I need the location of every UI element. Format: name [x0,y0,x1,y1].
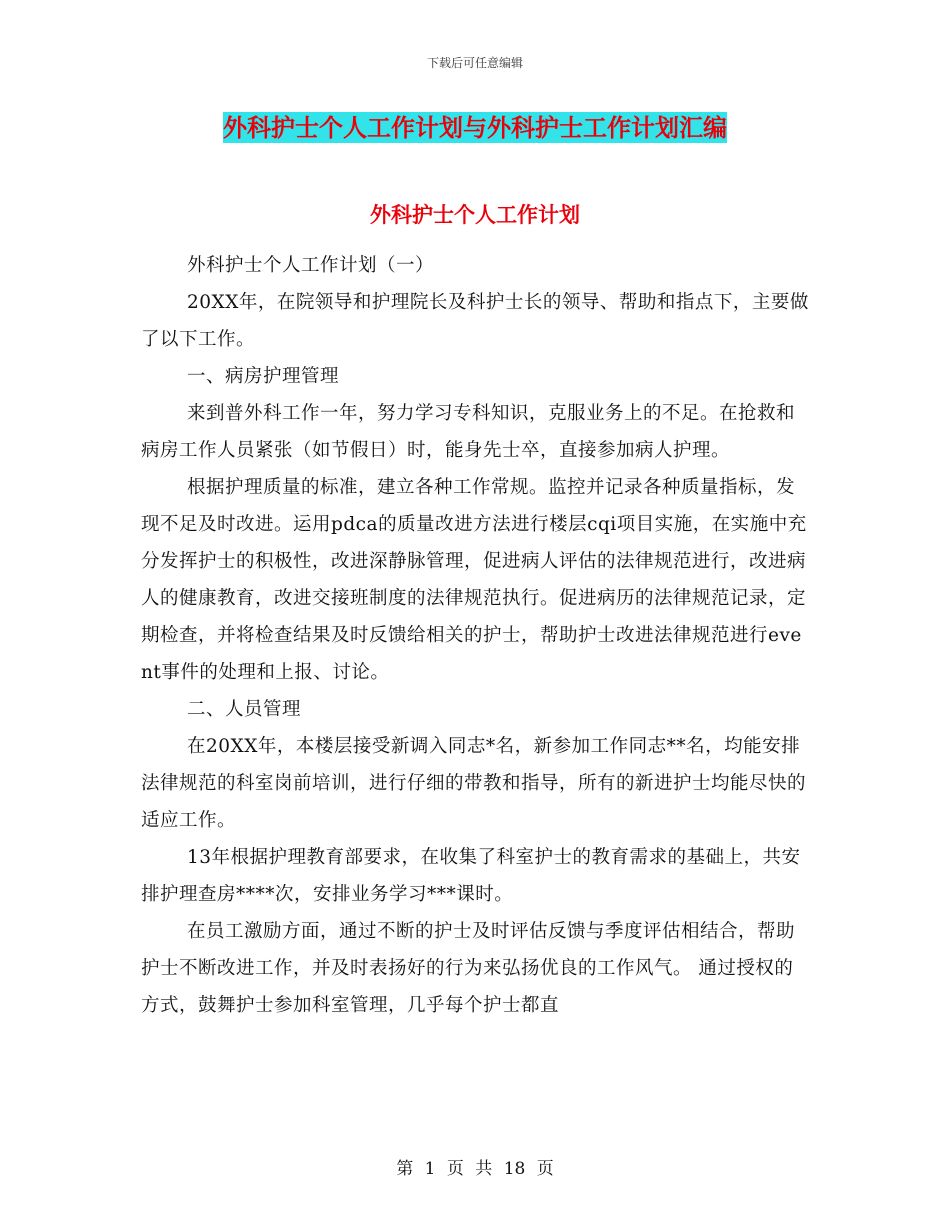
document-body [141,247,811,1024]
heading-staff-management: 二、人员管理 [187,699,302,720]
paragraph-subtitle: 外科护士个人工作计划（一） [187,255,435,276]
heading-ward-management: 一、病房护理管理 [187,366,340,387]
paragraph-staff-2: 13年根据护理教育部要求，在收集了科室护士的教育需求的基础上，共安排护理查房****次，安排业务学习***课时。 [141,847,801,905]
paragraph-ward-1: 来到普外科工作一年，努力学习专科知识，克服业务上的不足。在抢救和病房工作人员紧张（如节假日）时，能身先士卒，直接参加病人护理。 [141,403,796,461]
paragraph-staff-3: 在员工激励方面，通过不断的护士及时评估反馈与季度评估相结合，帮助护士不断改进工作，并及时表扬好的行为来弘扬优良的工作风气。 通过授权的方式，鼓舞护士参加科室管理，几乎每个护士都直 [141,921,796,1016]
header-note: 下载后可任意编辑 [426,56,523,70]
paragraph-ward-2: 根据护理质量的标准，建立各种工作常规。监控并记录各种质量指标，发现不足及时改进。运用pdca的质量改进方法进行楼层cqi项目实施，在实施中充分发挥护士的积极性，改进深静脉管理，促进病人评估的法律规范进行，改进病人的健康教育，改进交接班制度的法律规范执行。促进病历的法律规范记录，定期检查，并将检查结果及时反馈给相关的护士，帮助护士改进法律规范进行event事件的处理和上报、讨论。 [141,477,807,683]
document-title-text: 外科护士个人工作计划与外科护士工作计划汇编 [223,113,727,142]
document-title [221,111,729,145]
paragraph-intro: 20XX年，在院领导和护理院长及科护士长的领导、帮助和指点下，主要做了以下工作。 [141,292,809,350]
paragraph-staff-1: 在20XX年，本楼层接受新调入同志*名，新参加工作同志**名，均能安排法律规范的科室岗前培训，进行仔细的带教和指导，所有的新进护士均能尽快的适应工作。 [141,736,807,831]
section-title: 外科护士个人工作计划 [370,202,580,227]
page-footer: 第 1 页 共 18 页 [396,1159,554,1179]
